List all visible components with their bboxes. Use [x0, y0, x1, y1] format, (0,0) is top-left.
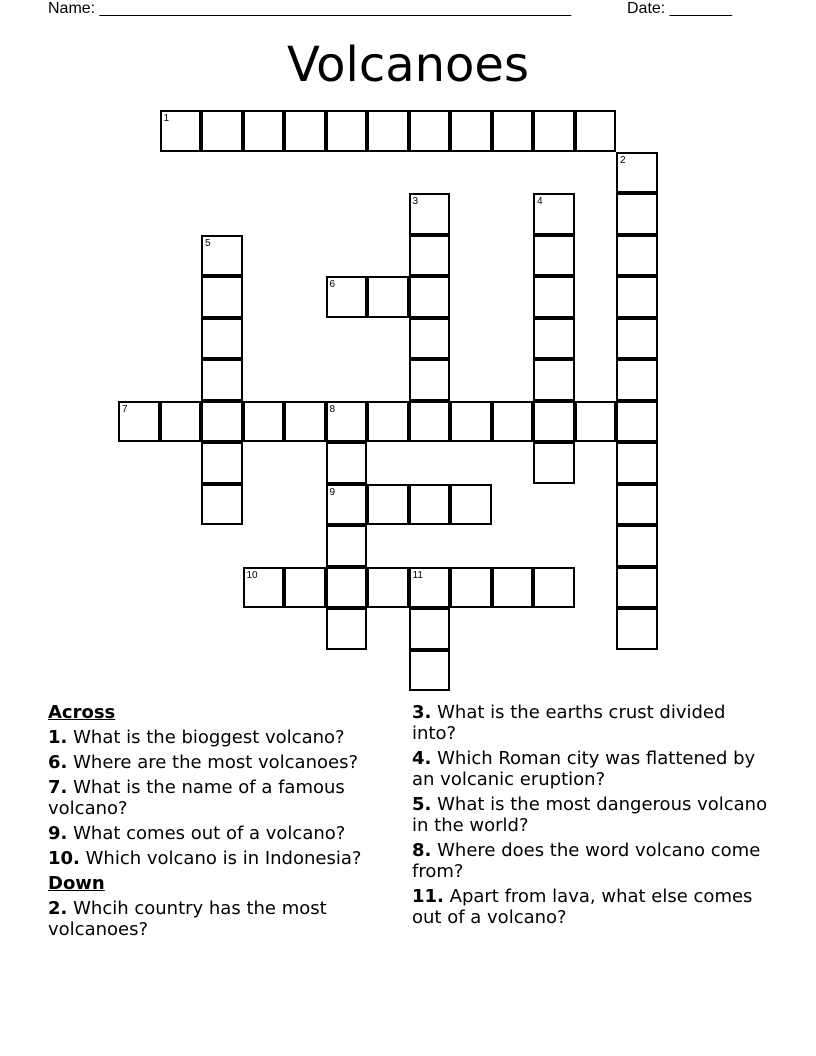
crossword-cell[interactable] [409, 650, 451, 692]
crossword-cell[interactable] [450, 401, 492, 443]
crossword-cell[interactable] [284, 110, 326, 152]
crossword-cell[interactable] [616, 567, 658, 609]
clue-text: Which Roman city was flattened by an volcanic eruption? [412, 748, 756, 790]
clues-right-column [412, 702, 772, 932]
crossword-cell[interactable] [616, 276, 658, 318]
cell-number: 10 [246, 569, 258, 581]
crossword-cell[interactable] [533, 110, 575, 152]
cell-number: 5 [205, 237, 211, 249]
crossword-cell[interactable] [326, 484, 368, 526]
clue-text: What is the most dangerous volcano in the world? [412, 794, 768, 836]
crossword-cell[interactable] [243, 401, 285, 443]
cell-number: 4 [537, 196, 543, 207]
crossword-cell[interactable] [201, 442, 243, 484]
crossword-cell[interactable] [616, 608, 658, 650]
crossword-cell[interactable] [616, 359, 658, 401]
clue-number: 1. [48, 727, 68, 748]
down-clue [412, 702, 772, 744]
down-clue [412, 794, 772, 836]
cell-number: 3 [412, 196, 419, 207]
clue-number: 4. [412, 748, 432, 769]
page-title: Volcanoes [287, 37, 529, 93]
crossword-cell[interactable] [367, 484, 409, 526]
clue-text: Where does the word volcano come from? [412, 840, 761, 882]
crossword-cell[interactable] [409, 276, 451, 318]
crossword-cell[interactable] [367, 567, 409, 609]
crossword-cell[interactable] [160, 110, 202, 152]
cell-number: 1 [163, 113, 170, 124]
cell-number: 6 [329, 279, 336, 290]
cell-number: 11 [412, 569, 423, 581]
clue-number: 8. [412, 840, 432, 861]
crossword-cell[interactable] [326, 442, 368, 484]
crossword-cell[interactable] [409, 484, 451, 526]
crossword-cell[interactable] [201, 235, 243, 277]
crossword-cell[interactable] [533, 567, 575, 609]
crossword-cell[interactable] [201, 484, 243, 526]
across-clue [48, 752, 398, 773]
crossword-cell[interactable] [575, 401, 617, 443]
crossword-cell[interactable] [450, 110, 492, 152]
crossword-cell[interactable] [326, 567, 368, 609]
clue-text: Which volcano is in Indonesia? [85, 848, 362, 869]
clue-text: Where are the most volcanoes? [73, 752, 359, 773]
clue-text: What is the name of a famous volcano? [48, 777, 345, 819]
cell-number: 8 [329, 403, 336, 415]
crossword-cell[interactable] [367, 401, 409, 443]
crossword-cell[interactable] [326, 525, 368, 567]
crossword-cell[interactable] [326, 110, 368, 152]
clue-number: 2. [48, 898, 68, 919]
cell-number: 7 [122, 403, 128, 415]
clue-number: 7. [48, 777, 68, 798]
crossword-cell[interactable] [409, 359, 451, 401]
clue-number: 10. [48, 848, 80, 869]
across-clue [48, 777, 398, 819]
cell-number: 9 [329, 486, 336, 498]
crossword-cell[interactable] [533, 401, 575, 443]
crossword-cell[interactable] [409, 401, 451, 443]
crossword-cell[interactable] [201, 401, 243, 443]
crossword-cell[interactable] [450, 484, 492, 526]
crossword-cell[interactable] [616, 484, 658, 526]
clue-text: What is the bioggest volcano? [73, 727, 345, 748]
crossword-cell[interactable] [533, 442, 575, 484]
down-clue [412, 886, 772, 928]
crossword-cell[interactable] [201, 318, 243, 360]
crossword-cell[interactable] [201, 276, 243, 318]
crossword-cell[interactable] [160, 401, 202, 443]
crossword-cell[interactable] [492, 401, 534, 443]
crossword-cell[interactable] [367, 110, 409, 152]
crossword-cell[interactable] [616, 525, 658, 567]
crossword-cell[interactable] [326, 608, 368, 650]
down-clue [412, 748, 772, 790]
clue-number: 5. [412, 794, 432, 815]
clue-number: 11. [412, 886, 444, 907]
clue-text: Apart from lava, what else comes out of a volcano? [412, 886, 753, 928]
crossword-cell[interactable] [533, 193, 575, 235]
crossword-cell[interactable] [492, 110, 534, 152]
across-clue [48, 823, 398, 844]
across-heading: Across [48, 702, 116, 723]
crossword-cell[interactable] [409, 318, 451, 360]
down-heading: Down [48, 873, 105, 894]
crossword-cell[interactable] [326, 401, 368, 443]
crossword-cell[interactable] [243, 567, 285, 609]
crossword-cell[interactable] [243, 110, 285, 152]
date-line: Date: _______ [627, 0, 732, 17]
crossword-cell[interactable] [616, 235, 658, 277]
cell-number: 2 [620, 154, 626, 166]
clues-left-column [48, 702, 398, 944]
crossword-cell[interactable] [367, 276, 409, 318]
crossword-cell[interactable] [201, 110, 243, 152]
across-clue [48, 727, 398, 748]
crossword-cell[interactable] [616, 318, 658, 360]
crossword-cell[interactable] [575, 110, 617, 152]
name-line: Name: _____________________________________________________ [48, 0, 572, 17]
clue-text: Whcih country has the most volcanoes? [48, 898, 327, 940]
crossword-cell[interactable] [409, 110, 451, 152]
crossword-cell[interactable] [492, 567, 534, 609]
crossword-cell[interactable] [533, 318, 575, 360]
clue-number: 3. [412, 702, 432, 723]
crossword-cell[interactable] [118, 401, 160, 443]
clue-number: 6. [48, 752, 68, 773]
crossword-cell[interactable] [533, 276, 575, 318]
crossword-cell[interactable] [450, 567, 492, 609]
clue-number: 9. [48, 823, 68, 844]
crossword-cell[interactable] [616, 193, 658, 235]
crossword-cell[interactable] [284, 401, 326, 443]
crossword-cell[interactable] [409, 235, 451, 277]
down-clue [48, 898, 398, 940]
crossword-cell[interactable] [616, 152, 658, 194]
crossword-cell[interactable] [616, 401, 658, 443]
clue-text: What comes out of a volcano? [73, 823, 346, 844]
crossword-cell[interactable] [409, 608, 451, 650]
crossword-cell[interactable] [326, 276, 368, 318]
crossword-cell[interactable] [533, 359, 575, 401]
clue-text: What is the earths crust divided into? [412, 702, 726, 744]
crossword-cell[interactable] [409, 193, 451, 235]
crossword-cell[interactable] [616, 442, 658, 484]
crossword-cell[interactable] [409, 567, 451, 609]
crossword-cell[interactable] [284, 567, 326, 609]
crossword-cell[interactable] [201, 359, 243, 401]
down-clue [412, 840, 772, 882]
crossword-cell[interactable] [533, 235, 575, 277]
across-clue [48, 848, 398, 869]
